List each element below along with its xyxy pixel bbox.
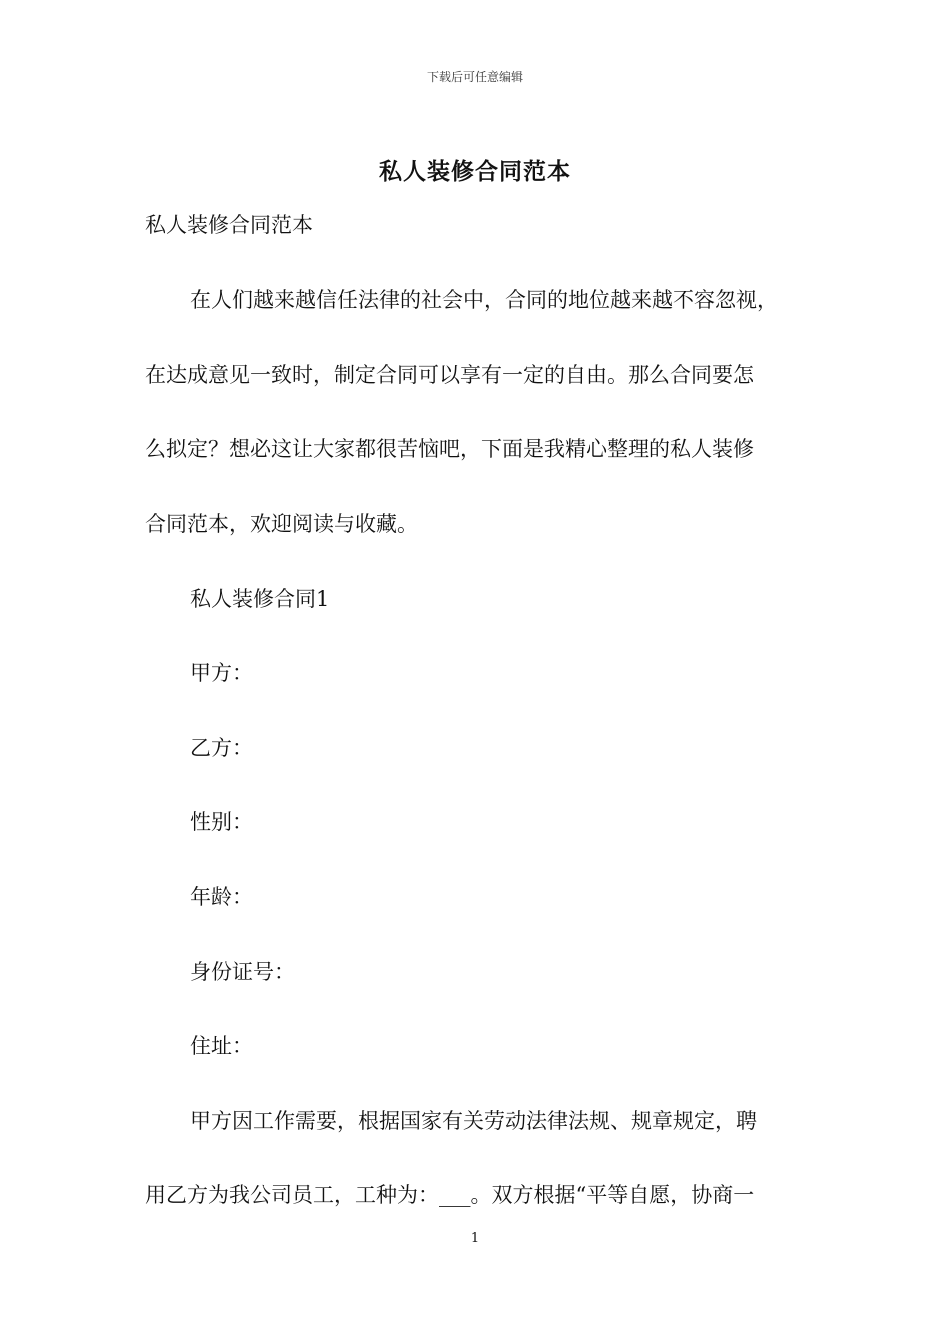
contract-heading: 私人装修合同1: [190, 587, 330, 611]
field-age: 年龄：: [190, 885, 253, 909]
field-address: 住址：: [190, 1034, 253, 1058]
field-id-number: 身份证号：: [190, 960, 295, 984]
intro-line-1: 在人们越来越信任法律的社会中，合同的地位越来越不容忽视，: [190, 288, 778, 312]
field-party-a: 甲方：: [190, 661, 253, 685]
body-line-2: 用乙方为我公司员工，工种为：___。双方根据“平等自愿，协商一: [145, 1183, 755, 1207]
body-line-1: 甲方因工作需要，根据国家有关劳动法律法规、规章规定，聘: [190, 1109, 757, 1133]
field-gender: 性别：: [190, 810, 253, 834]
document-subtitle: 私人装修合同范本: [145, 213, 313, 237]
field-party-b: 乙方：: [190, 736, 253, 760]
document-title: 私人装修合同范本: [379, 158, 571, 185]
header-note: 下载后可任意编辑: [426, 70, 523, 84]
intro-line-3: 么拟定？想必这让大家都很苦恼吧，下面是我精心整理的私人装修: [145, 437, 754, 461]
intro-line-4: 合同范本，欢迎阅读与收藏。: [145, 512, 418, 536]
intro-line-2: 在达成意见一致时，制定合同可以享有一定的自由。那么合同要怎: [145, 363, 754, 387]
page-number: 1: [470, 1231, 480, 1246]
